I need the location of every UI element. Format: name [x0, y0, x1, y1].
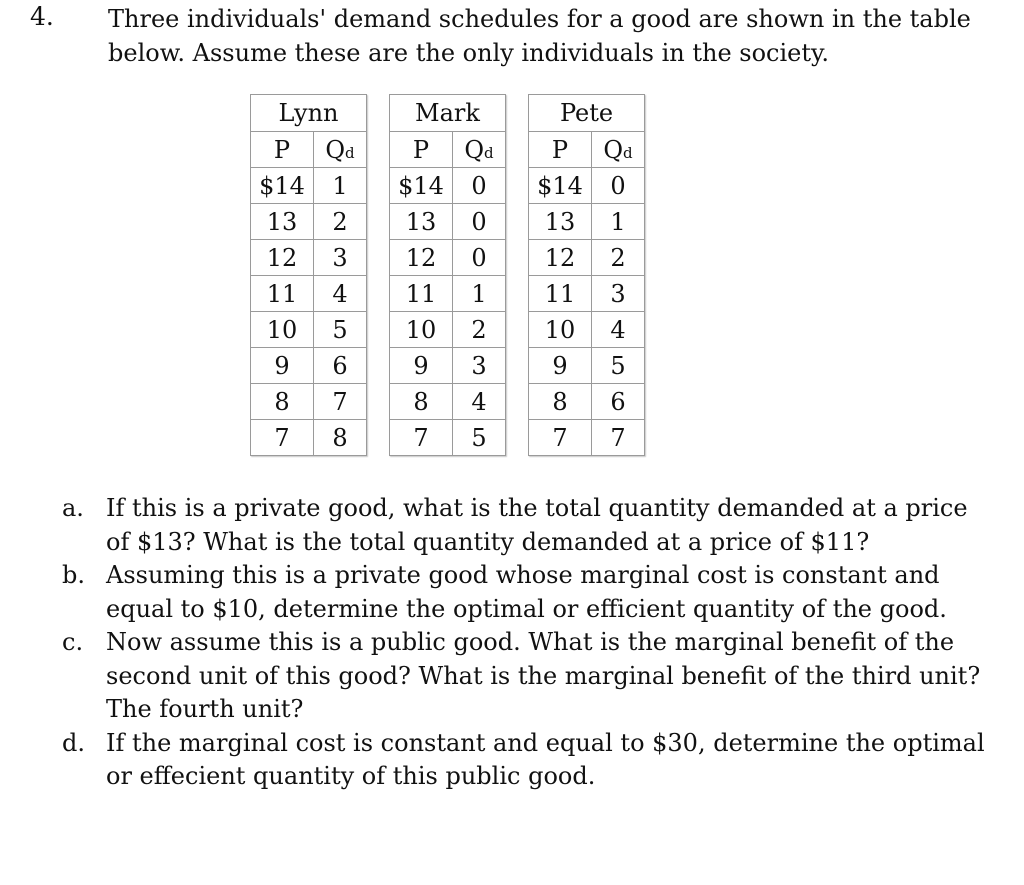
table-row — [390, 276, 506, 312]
quantity-cell: 0 — [453, 204, 506, 240]
demand-table-lynn — [250, 94, 367, 456]
price-cell: 8 — [390, 384, 453, 420]
quantity-cell: 3 — [314, 240, 367, 276]
individual-name: Lynn — [251, 95, 367, 132]
price-cell: 12 — [529, 240, 592, 276]
table-row — [529, 204, 645, 240]
question-list — [62, 492, 997, 794]
quantity-cell: 2 — [592, 240, 645, 276]
question-c — [62, 626, 997, 727]
quantity-cell: 6 — [314, 348, 367, 384]
table-row — [251, 312, 367, 348]
question-a — [62, 492, 997, 559]
price-cell: 7 — [529, 420, 592, 456]
price-cell: 10 — [529, 312, 592, 348]
quantity-cell: 5 — [314, 312, 367, 348]
price-cell: 12 — [390, 240, 453, 276]
price-cell: $14 — [251, 168, 314, 204]
price-header: P — [529, 132, 592, 168]
table-row — [529, 168, 645, 204]
price-cell: 8 — [251, 384, 314, 420]
price-cell: 10 — [390, 312, 453, 348]
price-cell: 9 — [529, 348, 592, 384]
quantity-cell: 7 — [314, 384, 367, 420]
table-name-row — [529, 95, 645, 132]
quantity-cell: 8 — [314, 420, 367, 456]
price-cell: 11 — [390, 276, 453, 312]
quantity-cell: 6 — [592, 384, 645, 420]
table-row — [251, 168, 367, 204]
quantity-cell: 5 — [592, 348, 645, 384]
table-row — [390, 384, 506, 420]
quantity-header-subscript: d — [623, 143, 633, 162]
quantity-cell: 7 — [592, 420, 645, 456]
question-letter: d. — [62, 728, 85, 757]
quantity-cell: 5 — [453, 420, 506, 456]
quantity-cell: 4 — [453, 384, 506, 420]
question-letter: b. — [62, 561, 85, 589]
question-text: Assuming this is a private good whose marginal cost is constant and equal to $10, determine the optimal or efficient quantity of the good. — [106, 561, 947, 623]
price-cell: 12 — [251, 240, 314, 276]
quantity-cell: 1 — [453, 276, 506, 312]
table-header-row — [390, 132, 506, 168]
question-text: If the marginal cost is constant and equal to $30, determine the optimal or effecient quantity of this public good. — [106, 728, 985, 790]
table-row — [390, 204, 506, 240]
table-row — [251, 204, 367, 240]
table-row — [251, 348, 367, 384]
table-row — [390, 240, 506, 276]
quantity-header — [453, 132, 506, 168]
table-row — [251, 384, 367, 420]
price-cell: 9 — [390, 348, 453, 384]
quantity-header — [592, 132, 645, 168]
problem-number: 4. — [30, 2, 54, 31]
table-row — [529, 312, 645, 348]
question-letter: a. — [62, 494, 84, 522]
price-cell: $14 — [529, 168, 592, 204]
quantity-header-subscript: d — [345, 143, 355, 162]
table-row — [251, 420, 367, 456]
quantity-header-label: Q — [325, 135, 346, 164]
question-b — [62, 559, 997, 626]
demand-schedules — [250, 94, 645, 456]
quantity-cell: 2 — [314, 204, 367, 240]
demand-table-mark — [389, 94, 506, 456]
quantity-header — [314, 132, 367, 168]
price-cell: 8 — [529, 384, 592, 420]
quantity-cell: 0 — [453, 168, 506, 204]
price-cell: 9 — [251, 348, 314, 384]
problem-intro: Three individuals' demand schedules for a good are shown in the table below. Assume these are the only individuals in the society. — [108, 5, 971, 67]
table-name-row — [251, 95, 367, 132]
price-cell: 11 — [529, 276, 592, 312]
quantity-cell: 2 — [453, 312, 506, 348]
quantity-cell: 1 — [314, 168, 367, 204]
table-row — [529, 276, 645, 312]
quantity-header-subscript: d — [484, 143, 494, 162]
table-row — [529, 348, 645, 384]
table-row — [529, 240, 645, 276]
price-cell: 7 — [390, 420, 453, 456]
price-cell: 11 — [251, 276, 314, 312]
price-cell: 10 — [251, 312, 314, 348]
individual-name: Pete — [529, 95, 645, 132]
price-cell: $14 — [390, 168, 453, 204]
quantity-header-label: Q — [464, 135, 485, 164]
price-header: P — [251, 132, 314, 168]
table-row — [390, 168, 506, 204]
price-cell: 13 — [251, 204, 314, 240]
question-text: If this is a private good, what is the total quantity demanded at a price of $13? What is the total quantity demanded at a price of $11? — [106, 494, 968, 556]
table-row — [251, 276, 367, 312]
table-header-row — [251, 132, 367, 168]
question-d — [62, 727, 997, 794]
table-row — [251, 240, 367, 276]
quantity-cell: 0 — [592, 168, 645, 204]
individual-name: Mark — [390, 95, 506, 132]
question-letter: c. — [62, 628, 84, 656]
quantity-cell: 3 — [592, 276, 645, 312]
demand-table-pete — [528, 94, 645, 456]
price-cell: 13 — [390, 204, 453, 240]
quantity-cell: 4 — [592, 312, 645, 348]
quantity-cell: 1 — [592, 204, 645, 240]
table-name-row — [390, 95, 506, 132]
table-row — [390, 420, 506, 456]
quantity-cell: 3 — [453, 348, 506, 384]
table-row — [529, 384, 645, 420]
quantity-cell: 4 — [314, 276, 367, 312]
price-cell: 7 — [251, 420, 314, 456]
quantity-header-label: Q — [603, 135, 624, 164]
table-row — [390, 348, 506, 384]
price-cell: 13 — [529, 204, 592, 240]
table-row — [390, 312, 506, 348]
table-row — [529, 420, 645, 456]
question-text: Now assume this is a public good. What is the marginal benefit of the second unit of this good? What is the marginal benefit of the third unit? The fourth unit? — [106, 628, 981, 723]
quantity-cell: 0 — [453, 240, 506, 276]
price-header: P — [390, 132, 453, 168]
table-header-row — [529, 132, 645, 168]
